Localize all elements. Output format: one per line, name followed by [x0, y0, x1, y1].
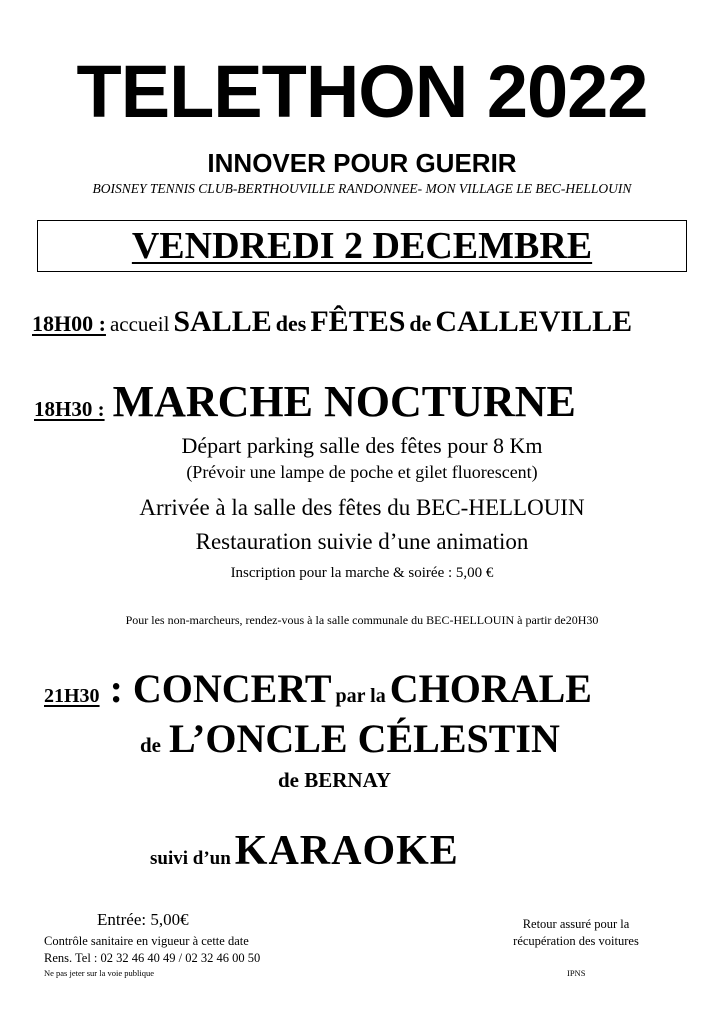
welcome-venue-word3: FÊTES — [310, 305, 406, 338]
health-notice: Contrôle sanitaire en vigueur à cette date — [44, 934, 249, 948]
return-notice-line2: récupération des voitures — [513, 934, 639, 948]
entry-price: Entrée: 5,00€ — [97, 910, 189, 929]
ipns-mark: IPNS — [567, 968, 586, 978]
welcome-venue-word4: de — [409, 311, 432, 336]
karaoke-line — [150, 824, 459, 887]
welcome-venue-word2: des — [275, 311, 307, 336]
choir-prefix: de — [140, 733, 161, 757]
walk-detail: Restauration suivie d’une animation — [195, 529, 529, 554]
welcome-venue-word1: SALLE — [173, 305, 272, 338]
walk-title: MARCHE NOCTURNE — [112, 377, 576, 426]
choir-name-line — [140, 714, 560, 773]
poster-subtitle: INNOVER POUR GUERIR — [207, 148, 517, 178]
poster-title: TELETHON 2022 — [76, 50, 648, 133]
organizers-line: BOISNEY TENNIS CLUB-BERTHOUVILLE RANDONNEE- MON VILLAGE LE BEC-HELLOUIN — [92, 181, 632, 196]
walk-price: Inscription pour la marche & soirée : 5,00 € — [230, 565, 494, 581]
contact-phone: Rens. Tel : 02 32 46 40 49 / 02 32 46 00 50 — [44, 951, 261, 965]
concert-colon: : — [99, 666, 133, 711]
concert-time: 21H30 — [44, 685, 100, 707]
choir-name: L’ONCLE CÉLESTIN — [169, 716, 560, 761]
event-date-box — [37, 220, 687, 272]
karaoke-title: KARAOKE — [234, 828, 459, 874]
karaoke-prefix: suivi d’un — [150, 848, 231, 869]
concert-word3: CHORALE — [389, 666, 592, 711]
concert-word1: CONCERT — [132, 666, 332, 711]
walk-detail: (Prévoir une lampe de poche et gilet fluorescent) — [186, 462, 538, 482]
litter-notice: Ne pas jeter sur la voie publique — [44, 968, 154, 978]
choir-origin: de BERNAY — [278, 768, 391, 792]
walk-detail: Arrivée à la salle des fêtes du BEC-HELLOUIN — [139, 495, 585, 520]
walk-detail: Départ parking salle des fêtes pour 8 Km — [181, 433, 543, 458]
walk-line — [34, 374, 576, 440]
welcome-line — [32, 302, 632, 347]
non-walkers-note: Pour les non-marcheurs, rendez-vous à la salle communale du BEC-HELLOUIN à partir de20H30 — [125, 613, 599, 627]
welcome-intro: accueil — [109, 312, 170, 336]
concert-word2: par la — [335, 685, 386, 707]
welcome-venue-word5: CALLEVILLE — [435, 305, 633, 338]
event-date: VENDREDI 2 DECEMBRE — [131, 225, 593, 267]
return-notice-line1: Retour assuré pour la — [522, 917, 630, 931]
welcome-time: 18H00 : — [32, 311, 106, 336]
walk-time: 18H30 : — [34, 397, 105, 421]
